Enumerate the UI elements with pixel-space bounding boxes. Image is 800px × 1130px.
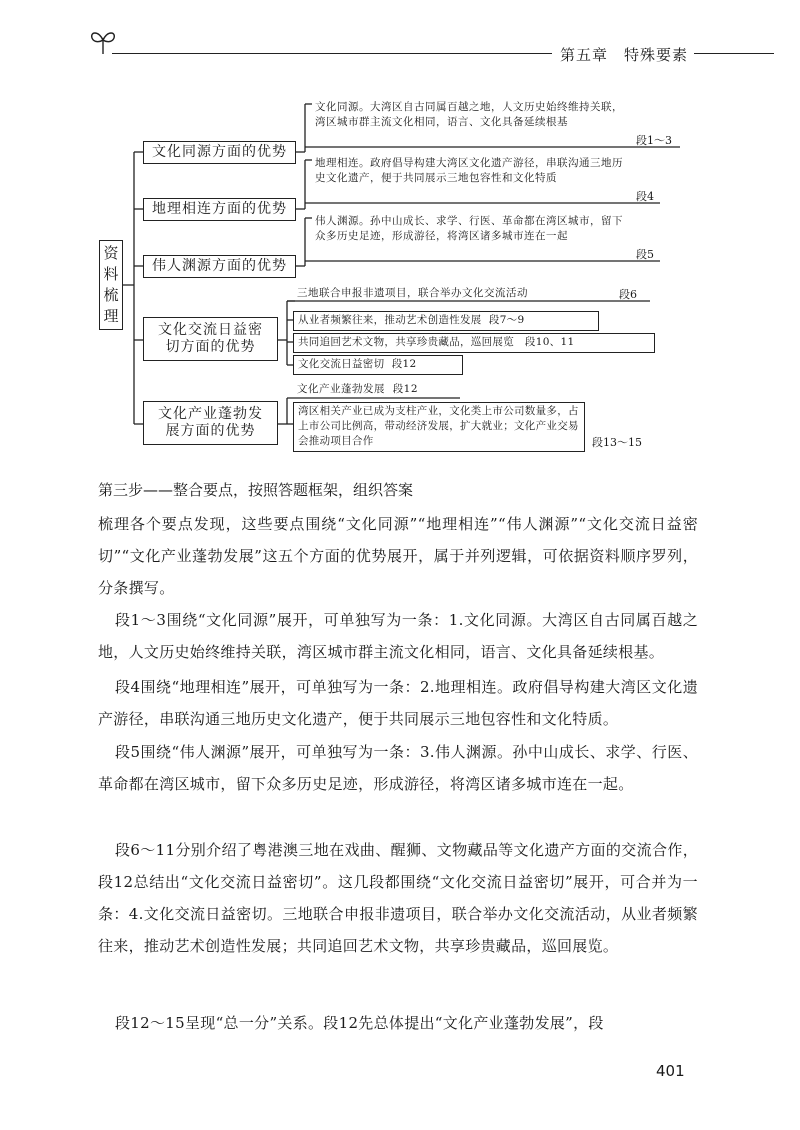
branch-great-people: 伟人渊源方面的优势 [143,255,296,278]
leaf-industry-2-text: 湾区相关产业已成为支柱产业，文化类上市公司数量多，占上市公司比例高，带动经济发展，扩大就业；文化产业交易会推动项目合作 [298,405,579,447]
branch-cultural-origin: 文化同源方面的优势 [143,141,296,164]
branch-geographic: 地理相连方面的优势 [143,198,296,221]
leaf-exchange-4-text: 文化交流日益密切 [298,358,385,370]
leaf-industry-2 [293,402,585,452]
leaf-industry-1-text: 文化产业蓬勃发展 [297,383,385,395]
branch-cultural-exchange: 文化交流日益密切方面的优势 [143,317,278,361]
paragraph-5: 段6～11分别介绍了粤港澳三地在戏曲、醒狮、文物藏品等文化遗产方面的交流合作，段12总结出“文化交流日益密切”。这几段都围绕“文化交流日益密切”展开，可合并为一条：4.文化交流日益密切。三地联合申报非遗项目，联合举办文化交流活动，从业者频繁往来，推动艺术创造性发展；共同追回艺术文物，共享珍贵藏品，巡回展览。 [98,841,698,955]
chapter-title: 第五章 特殊要素 [560,46,689,64]
ref-cultural-origin: 段1～3 [636,134,672,147]
leaf-exchange-3-text: 共同追回艺术文物，共享珍贵藏品，巡回展览 [298,336,514,348]
leaf-exchange-1: 三地联合申报非遗项目，联合举办文化交流活动 [297,287,528,299]
ref-exchange-3: 段10、11 [524,336,575,348]
paragraph-2: 段1～3围绕“文化同源”展开，可单独写为一条：1.文化同源。大湾区自古同属百越之地，人文历史始终维持关联，湾区城市群主流文化相同，语言、文化具备延续根基。 [98,611,698,661]
leaf-exchange-2-text: 从业者频繁往来，推动艺术创造性发展 [298,314,482,326]
leaf-cultural-origin: 文化同源。大湾区自古同属百越之地，人文历史始终维持关联，湾区城市群主流文化相同，语言、文化具备延续根基 [315,101,623,128]
leaf-exchange-3 [293,333,655,353]
leaf-exchange-2 [293,311,599,331]
paragraph-6: 段12～15呈现“总一分”关系。段12先总体提出“文化产业蓬勃发展”，段 [115,1014,604,1032]
paragraph-4: 段5围绕“伟人渊源”展开，可单独写为一条：3.伟人渊源。孙中山成长、求学、行医、革命都在湾区城市，留下众多历史足迹，形成游径，将湾区诸多城市连在一起。 [98,743,698,793]
paragraph-1: 梳理各个要点发现，这些要点围绕“文化同源”“地理相连”“伟人渊源”“文化交流日益密切”“文化产业蓬勃发展”这五个方面的优势展开，属于并列逻辑，可依据资料顺序罗列，分条撰写。 [98,515,698,597]
ref-industry-2: 段13～15 [592,436,642,449]
page-number: 401 [656,1062,685,1080]
ref-industry-1: 段12 [392,383,419,395]
ref-geographic: 段4 [636,190,654,203]
leaf-geographic: 地理相连。政府倡导构建大湾区文化遗产游径，串联沟通三地历史文化遗产，便于共同展示三地包容性和文化特质 [315,157,623,184]
ref-great-people: 段5 [636,248,654,261]
leaf-exchange-4 [293,355,463,375]
leaf-great-people: 伟人渊源。孙中山成长、求学、行医、革命都在湾区城市，留下众多历史足迹，形成游径，将湾区诸多城市连在一起 [315,215,623,242]
branch-cultural-industry: 文化产业蓬勃发展方面的优势 [143,401,278,445]
leaf-industry-1 [297,382,418,397]
mindmap-root: 资料梳理 [99,240,123,330]
paragraph-3: 段4围绕“地理相连”展开，可单独写为一条：2.地理相连。政府倡导构建大湾区文化遗产游径，串联沟通三地历史文化遗产，便于共同展示三地包容性和文化特质。 [98,678,698,728]
ref-exchange-1: 段6 [619,288,637,301]
ref-exchange-2: 段7～9 [488,314,525,326]
ref-exchange-4: 段12 [391,358,417,370]
step-heading: 第三步——整合要点，按照答题框架，组织答案 [98,481,414,499]
